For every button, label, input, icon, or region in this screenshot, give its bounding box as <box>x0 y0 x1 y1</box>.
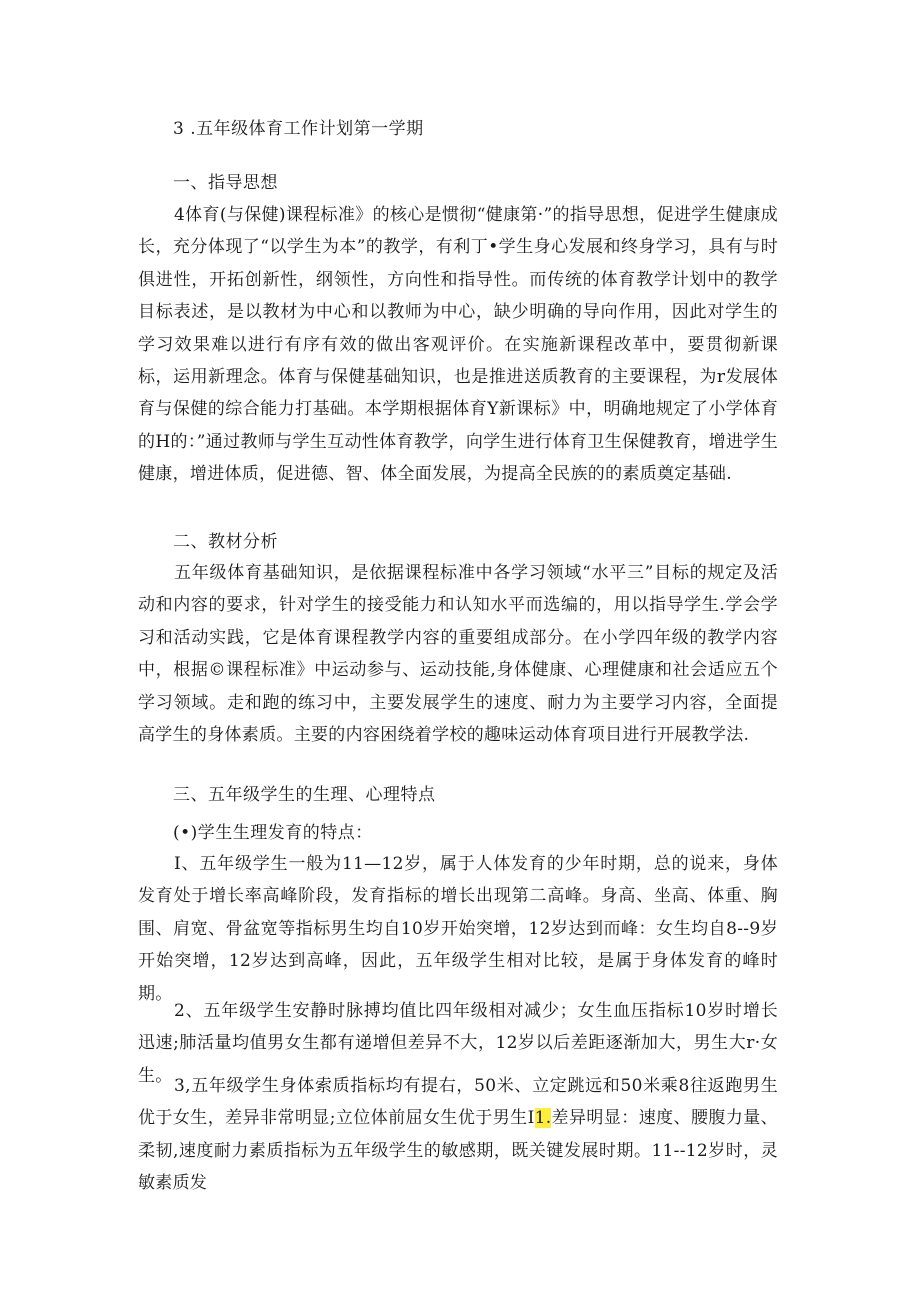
paragraph-guiding-ideology: 4体育(与保健)课程标准》的核心是惯彻“健康第·”的指导思想，促进学生健康成长，充分体现了“以学生为本”的教学，有利丁•学生身心发展和终身学习，具有与时俱进性，开拓创新性，纲领性，方向性和指导性。而传统的体育教学计划中的教学目标表述，是以教材为中心和以教师为中心，缺少明确的导向作用，因此对学生的学习效果难以进行有序有效的做出客观评价。在实施新课程改革中，要贯彻新课标，运用新理念。体育与保健基础知识，也是推进送质教育的主要课程，为r发展体育与保健的综合能力打基础。本学期根据体育Y新课标》中，明确地规定了小学体育的H的：”通过教师与学生互动性体育教学，向学生进行体育卫生保健教育，增进学生健康，增进体质，促进德、智、体全面发展，为提高全民族的的素质奠定基础. <box>138 205 778 485</box>
paragraph-point-3 <box>138 1070 778 1200</box>
document-title: 3 .五年级体育工作计划第一学期 <box>173 119 424 139</box>
section-heading-textbook-analysis: 二、教材分析 <box>173 532 278 552</box>
paragraph-point-1: I、五年级学生一般为11—12岁，属于人体发育的少年时期，总的说来，身体发育处于增长率高峰阶段，发育指标的增长出现第二高峰。身高、坐高、体重、胸围、肩宽、骨盆宽等指标男生均自10岁开始突增，12岁达到而峰：女生均自8--9岁开始突增，12岁达到高峰，因此，五年级学生相对比较，是属于身体发育的峰时期。 <box>138 854 778 1004</box>
section-heading-student-characteristics: 三、五年级学生的生理、心理特点 <box>173 785 436 805</box>
paragraph-point-3-text-start: 3,五年级学生身体索质指标均有提右，50米、立定跳远和50米乘8往返跑男生优于女生，差异非常明显;立位体前屈女生优于男生I <box>138 1076 778 1129</box>
section-heading-guiding-ideology: 一、指导思想 <box>173 173 278 193</box>
paragraph-textbook-analysis: 五年级体育基础知识，是依据课程标准中各学习领域“水平三”目标的规定及活动和内容的要求，针对学生的接受能力和认知水平而选编的，用以指导学生.学会学习和活动实践，它是体育课程教学内容的重要组成部分。在小学四年级的教学内容中，根据©课程标准》中运动参与、运动技能,身体健康、心理健康和社会适应五个学习领域。走和跑的练习中，主要发展学生的速度、耐力为主要学习内容，全面提高学生的身体素质。主要的内容困绕着学校的趣味运动体育项目进行开展教学法. <box>138 563 778 746</box>
highlighted-text: 1. <box>534 1108 552 1129</box>
subheading-physiological-development: (•)学生生理发育的特点： <box>173 823 373 843</box>
paragraph-point-3-text-end: 差异明显：速度、腰腹力量、柔韧,速度耐力素质指标为五年级学生的敏感期，既关键发展时期。11--12岁时，灵敏素质发 <box>138 1108 778 1194</box>
paragraph-point-2: 2、五年级学生安静时脉搏均值比四年级相对减少；女生血压指标10岁时增长迅速;肺活量均值男女生都有递增但差异不大，12岁以后差距逐渐加大，男生大r·女生。 <box>138 1001 778 1086</box>
